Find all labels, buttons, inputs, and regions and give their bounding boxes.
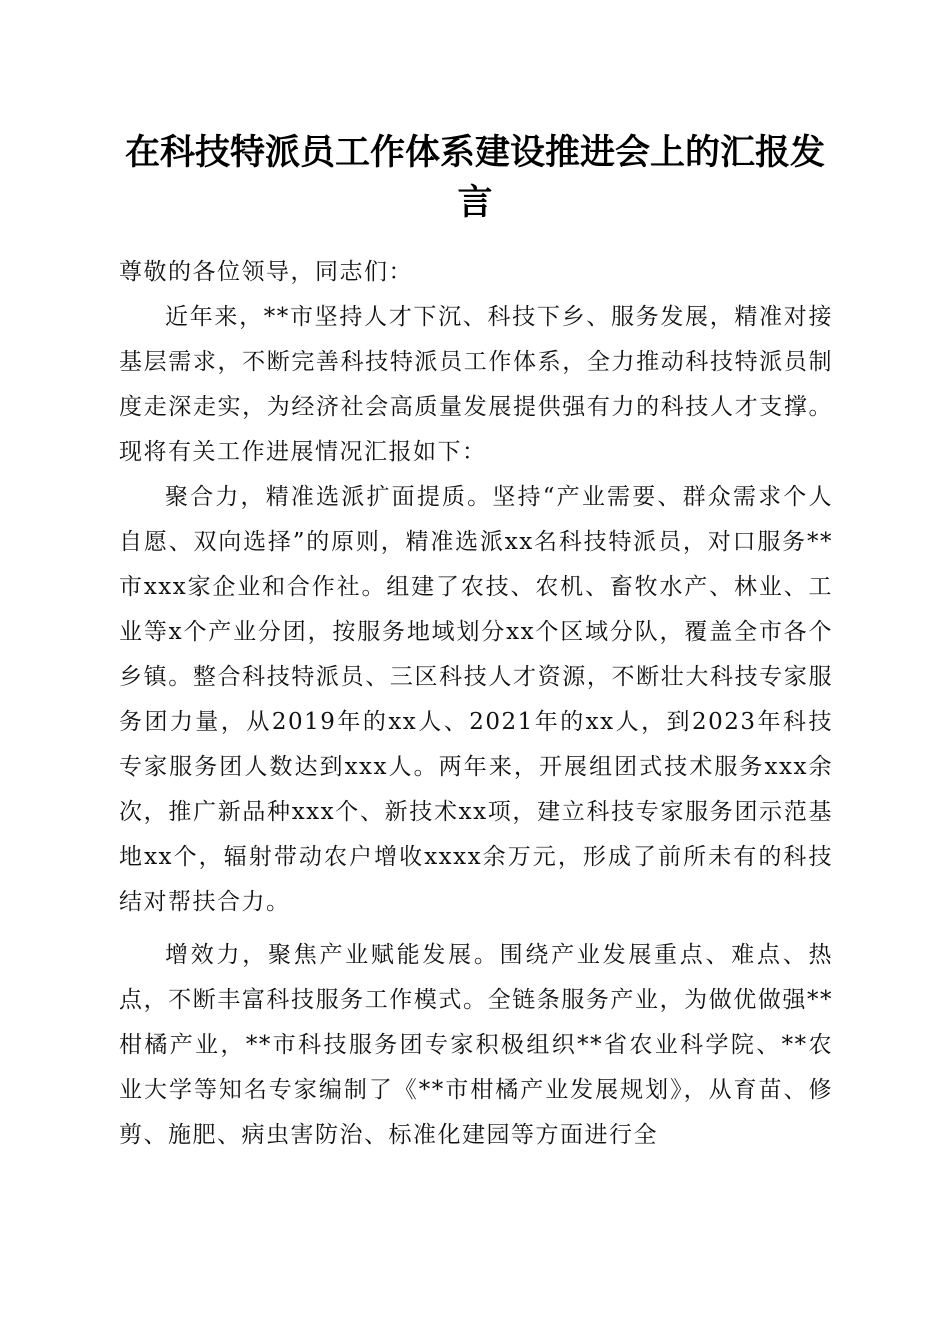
paragraph-efficiency: 增效力，聚焦产业赋能发展。围绕产业发展重点、难点、热点，不断丰富科技服务工作模式。全链条服务产业，为做优做强**柑橘产业，**市科技服务团专家积极组织**省农业科学院、**农业大学等知名专家编制了《**市柑橘产业发展规划》，从育苗、修剪、施肥、病虫害防治、标准化建园等方面进行全 [119, 942, 833, 1148]
paragraph-intro: 近年来，**市坚持人才下沉、科技下乡、服务发展，精准对接基层需求，不断完善科技特派员工作体系，全力推动科技特派员制度走深走实，为经济社会高质量发展提供强有力的科技人才支撑。现将有关工作进展情况汇报如下： [119, 304, 833, 465]
salutation: 尊敬的各位领导，同志们： [119, 259, 413, 285]
document-body [119, 250, 833, 1158]
document-title: 在科技特派员工作体系建设推进会上的汇报发言 [124, 132, 825, 223]
paragraph-cohesion: 聚合力，精准选派扩面提质。坚持“产业需要、群众需求个人自愿、双向选择”的原则，精准选派xx名科技特派员，对口服务**市xxx家企业和合作社。组建了农技、农机、畜牧水产、林业、工业等x个产业分团，按服务地域划分xx个区域分队，覆盖全市各个乡镇。整合科技特派员、三区科技人才资源，不断壮大科技专家服务团力量，从2019年的xx人、2021年的xx人，到2023年科技专家服务团人数达到xxx人。两年来，开展组团式技术服务xxx余次，推广新品种xxx个、新技术xx项，建立科技专家服务团示范基地xx个，辐射带动农户增收xxxx余万元，形成了前所未有的科技结对帮扶合力。 [119, 484, 833, 915]
